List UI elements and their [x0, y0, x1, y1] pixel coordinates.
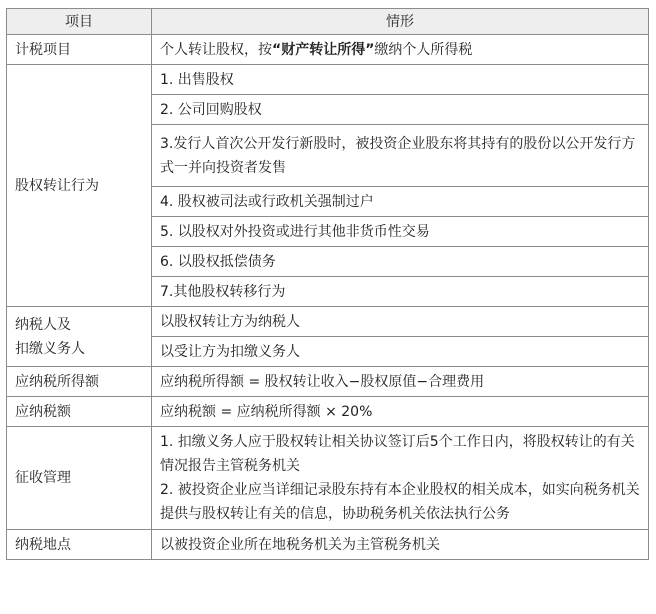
- taxpayer-label-line1: 纳税人及: [15, 316, 71, 333]
- table-row: [7, 367, 649, 397]
- table-row: [7, 307, 649, 337]
- transfer-item-4: 4. 股权被司法或行政机关强制过户: [152, 187, 649, 217]
- header-item: 项目: [7, 9, 152, 35]
- cell-tax-item: [152, 35, 649, 65]
- cell-tax-amount: 应纳税额 = 应纳税所得额 × 20%: [152, 397, 649, 427]
- collection-item-2: 2. 被投资企业应当详细记录股东持有本企业股权的相关成本，如实向税务机关提供与股权转让有关的信息，协助税务机关依法执行公务: [160, 482, 640, 522]
- table-header-row: [7, 9, 649, 35]
- equity-transfer-tax-table: [6, 8, 649, 560]
- row-label-transfer: 股权转让行为: [7, 65, 152, 307]
- transfer-item-6: 6. 以股权抵偿债务: [152, 247, 649, 277]
- row-label-collection: 征收管理: [7, 427, 152, 530]
- table-row: [7, 530, 649, 560]
- row-label-tax-item: 计税项目: [7, 35, 152, 65]
- tax-item-highlight: “财产转让所得”: [272, 41, 375, 58]
- collection-item-1: 1. 扣缴义务人应于股权转让相关协议签订后5个工作日内，将股权转让的有关情况报告主管税务机关: [160, 434, 635, 474]
- taxpayer-item-2: 以受让方为扣缴义务人: [152, 337, 649, 367]
- table-row: [7, 35, 649, 65]
- row-label-taxpayer: [7, 307, 152, 367]
- tax-table-container: [6, 8, 648, 560]
- transfer-item-7: 7.其他股权转移行为: [152, 277, 649, 307]
- transfer-item-5: 5. 以股权对外投资或进行其他非货币性交易: [152, 217, 649, 247]
- transfer-item-2: 2. 公司回购股权: [152, 95, 649, 125]
- cell-taxable-income: 应纳税所得额 = 股权转让收入−股权原值−合理费用: [152, 367, 649, 397]
- taxpayer-label-line2: 扣缴义务人: [15, 340, 85, 357]
- row-label-taxable-income: 应纳税所得额: [7, 367, 152, 397]
- row-label-tax-amount: 应纳税额: [7, 397, 152, 427]
- taxpayer-item-1: 以股权转让方为纳税人: [152, 307, 649, 337]
- transfer-item-3: 3.发行人首次公开发行新股时，被投资企业股东将其持有的股份以公开发行方式一并向投资者发售: [152, 125, 649, 187]
- row-label-location: 纳税地点: [7, 530, 152, 560]
- tax-item-text-post: 缴纳个人所得税: [374, 41, 473, 58]
- tax-item-text-pre: 个人转让股权，按: [160, 41, 272, 58]
- cell-collection: [152, 427, 649, 530]
- table-row: [7, 427, 649, 530]
- table-row: [7, 397, 649, 427]
- header-situation: 情形: [152, 9, 649, 35]
- table-row: [7, 65, 649, 95]
- cell-location: 以被投资企业所在地税务机关为主管税务机关: [152, 530, 649, 560]
- transfer-item-1: 1. 出售股权: [152, 65, 649, 95]
